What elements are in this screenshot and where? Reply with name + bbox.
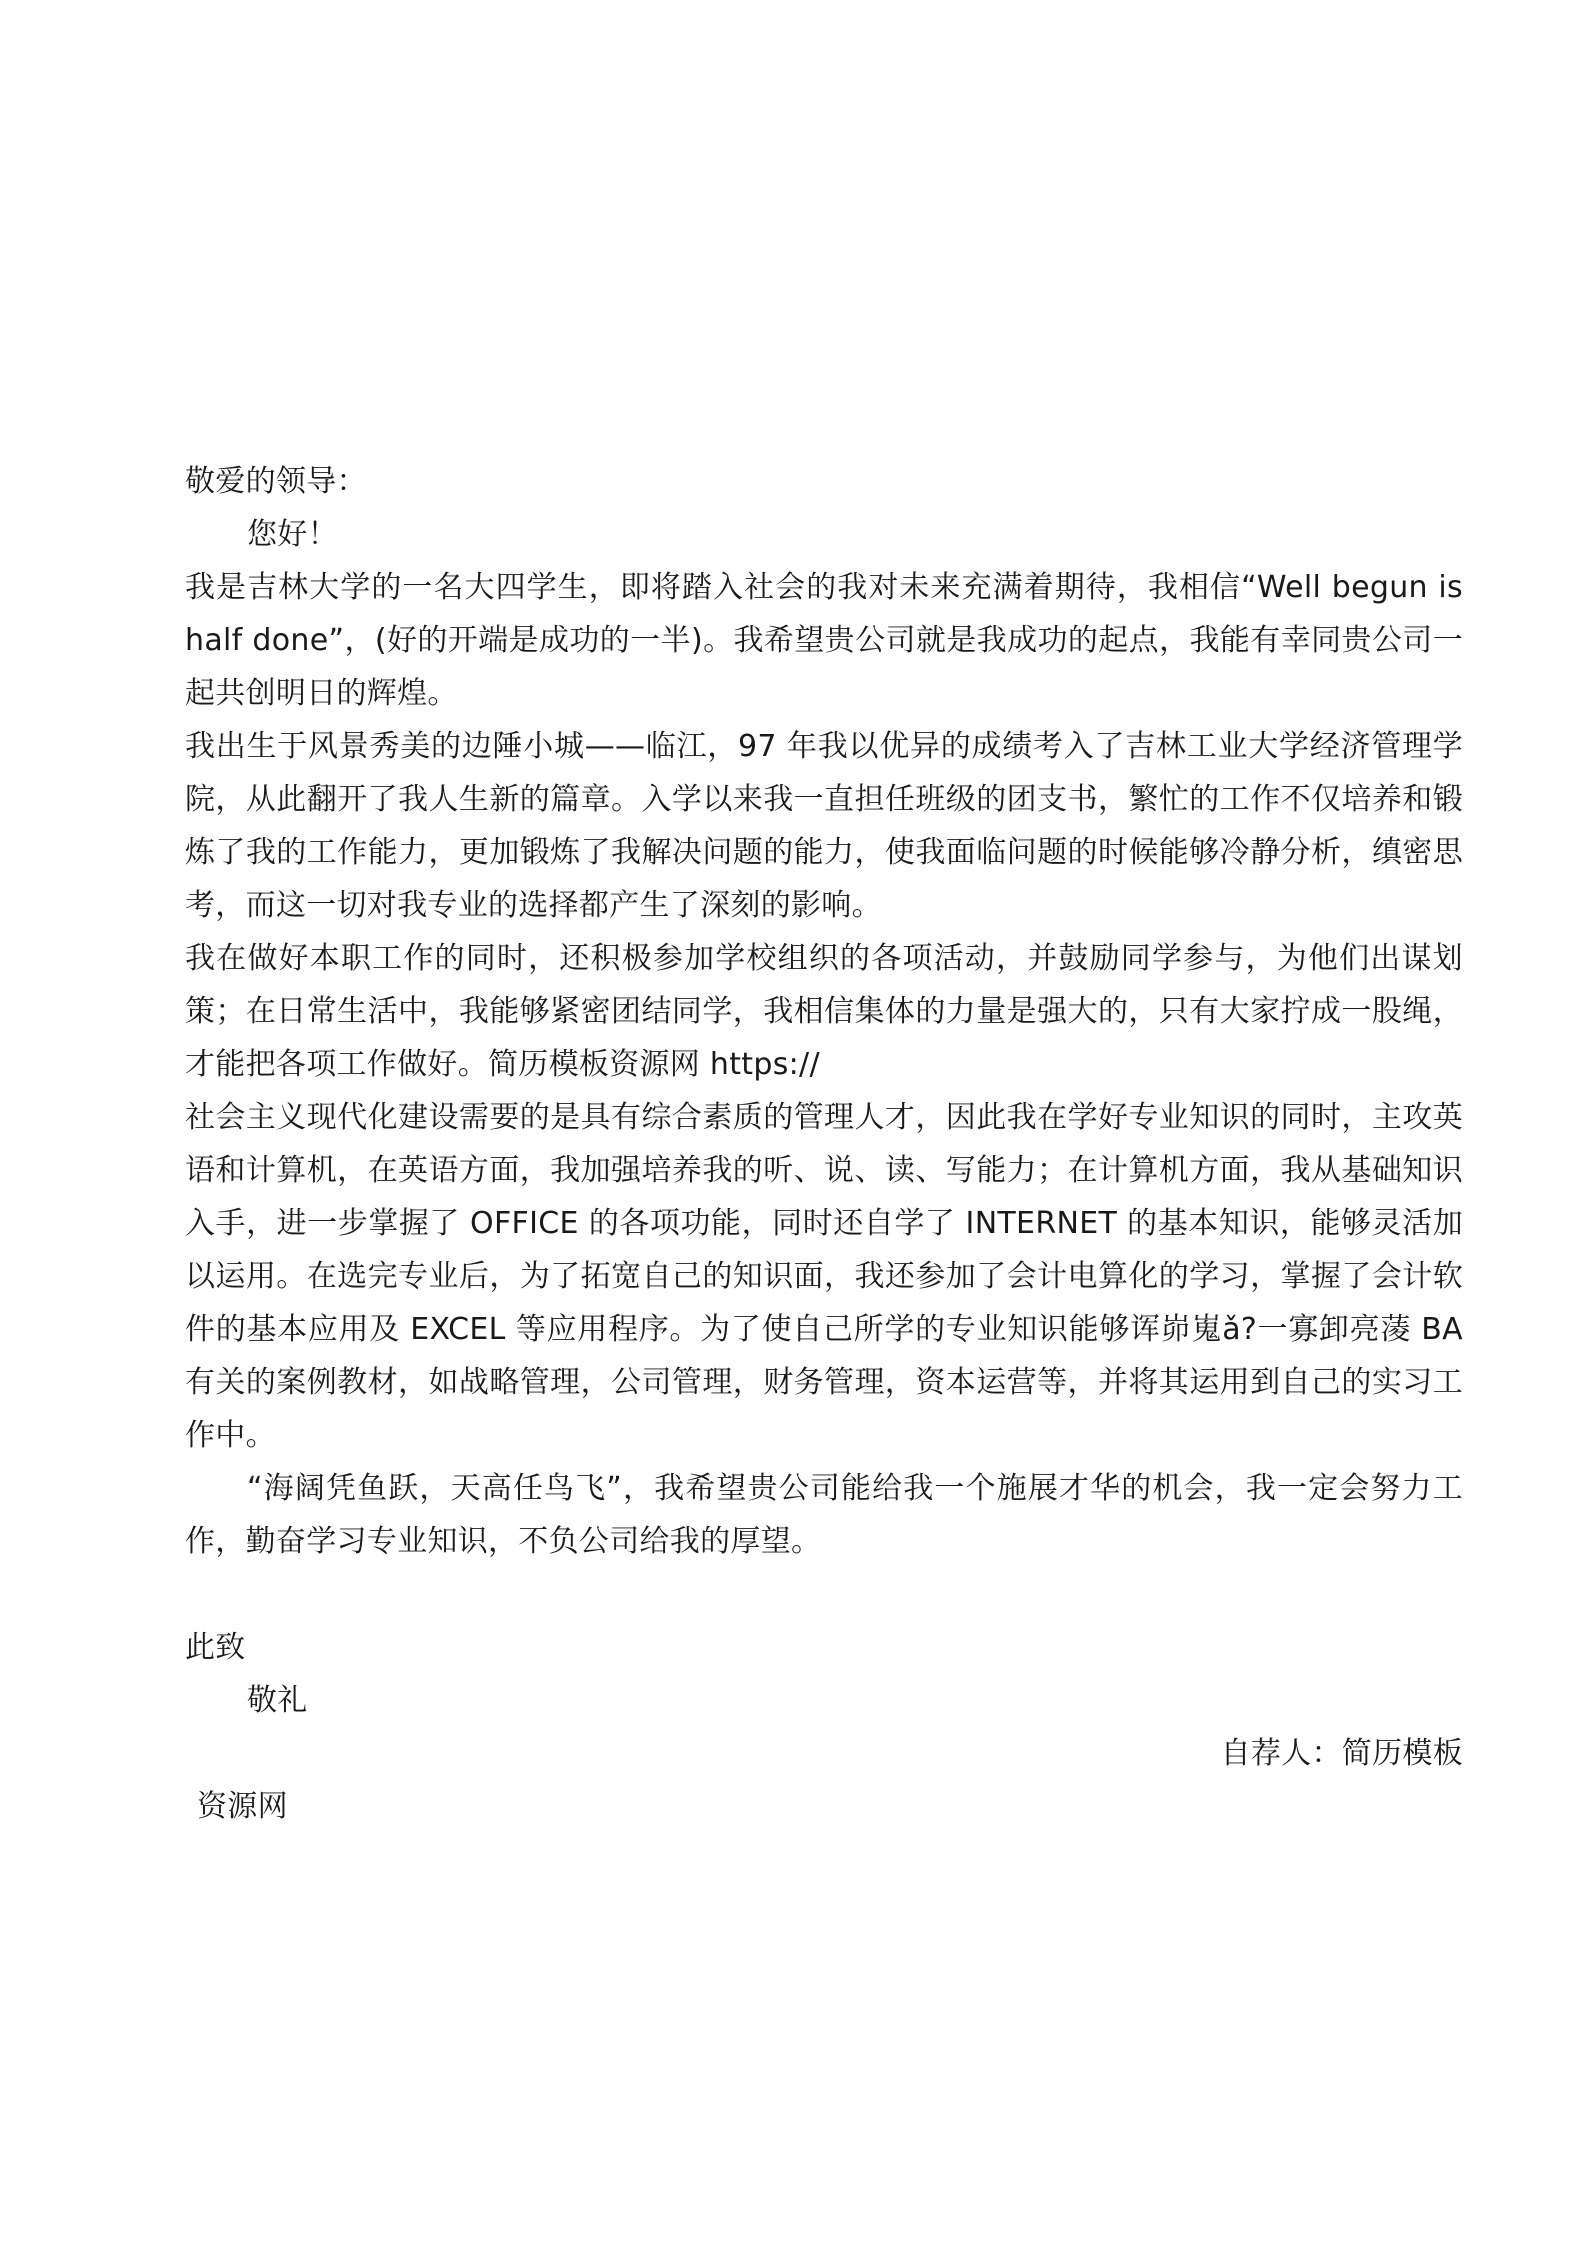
salutation: 敬爱的领导： <box>185 464 367 499</box>
signature: 自荐人：简历模板 <box>1220 1736 1463 1771</box>
cover-letter <box>185 455 1463 1833</box>
body-paragraph: 我是吉林大学的一名大四学生，即将踏入社会的我对未来充满着期待，我相信“Well begun is half done”，(好的开端是成功的一半)。我希望贵公司就是我成功的起点，我能有幸同贵公司一起共创明日的辉煌。 <box>185 570 1463 711</box>
greeting: 您好！ <box>247 517 338 552</box>
body-paragraph: 我在做好本职工作的同时，还积极参加学校组织的各项活动，并鼓励同学参与，为他们出谋划策；在日常生活中，我能够紧密团结同学，我相信集体的力量是强大的，只有大家拧成一股绳，才能把各项工作做好。简历模板资源网 https:// <box>185 941 1463 1082</box>
signature-continued: 资源网 <box>197 1789 288 1824</box>
closing: 此致 <box>185 1630 246 1665</box>
body-paragraph: 社会主义现代化建设需要的是具有综合素质的管理人才，因此我在学好专业知识的同时，主攻英语和计算机，在英语方面，我加强培养我的听、说、读、写能力；在计算机方面，我从基础知识入手，进一步掌握了 OFFICE 的各项功能，同时还自学了 INTERNET 的基本知识，能够灵活加以运用。在选完专业后，为了拓宽自己的知识面，我还参加了会计电算化的学习，掌握了会计软件的基本应用及 EXCEL 等应用程序。为了使自己所学的专业知识能够诨峁嵬ǎ?一寡卸亮蓤 BA 有关的案例教材，如战略管理，公司管理，财务管理，资本运营等，并将其运用到自己的实习工作中。 <box>185 1100 1463 1453</box>
body-paragraph: 我出生于风景秀美的边陲小城——临江，97 年我以优异的成绩考入了吉林工业大学经济管理学院，从此翻开了我人生新的篇章。入学以来我一直担任班级的团支书，繁忙的工作不仅培养和锻炼了我的工作能力，更加锻炼了我解决问题的能力，使我面临问题的时候能够冷静分析，缜密思考，而这一切对我专业的选择都产生了深刻的影响。 <box>185 729 1463 923</box>
closing-paragraph: “海阔凭鱼跃，天高任鸟飞”，我希望贵公司能给我一个施展才华的机会，我一定会努力工作，勤奋学习专业知识，不负公司给我的厚望。 <box>185 1471 1463 1559</box>
regards: 敬礼 <box>247 1683 308 1718</box>
spacer <box>185 1568 1463 1621</box>
